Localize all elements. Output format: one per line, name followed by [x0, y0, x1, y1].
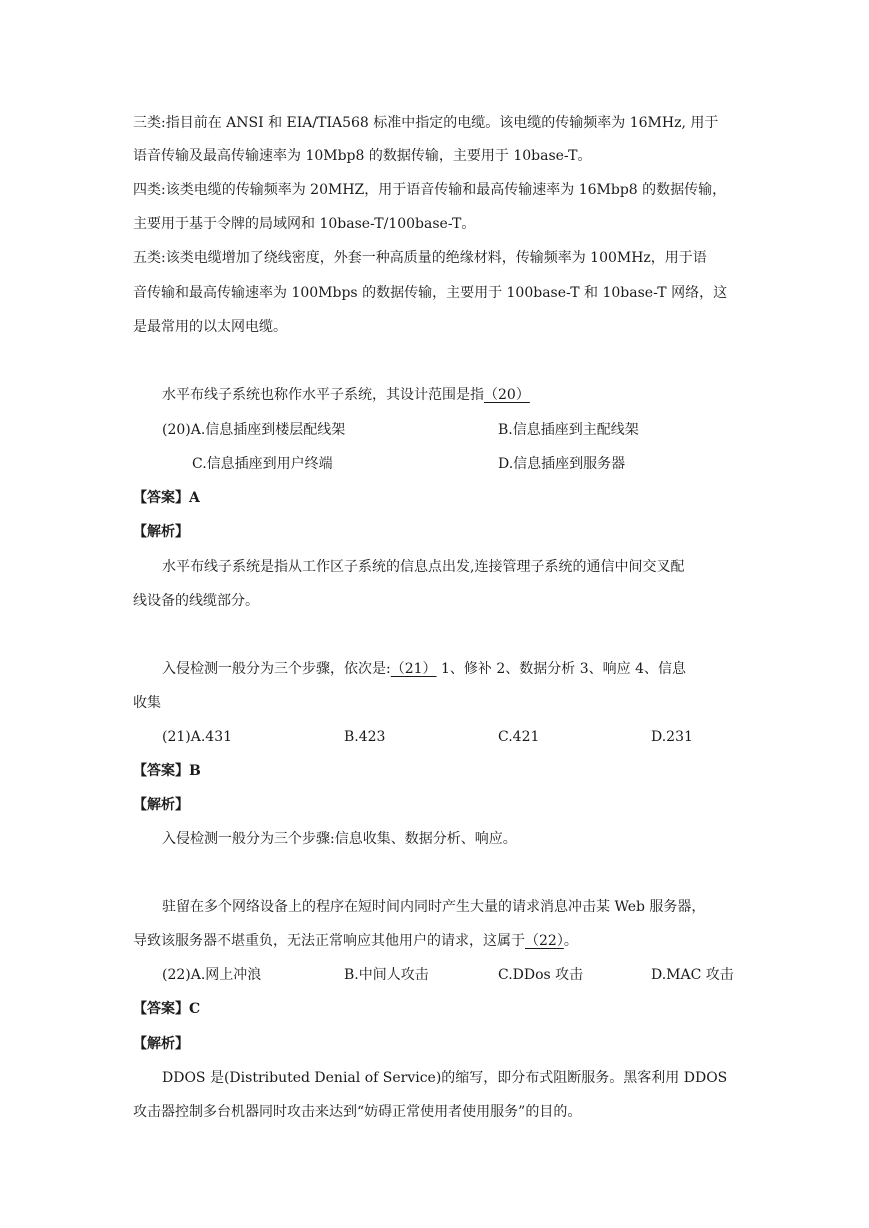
q22-option-b: B.中间人攻击	[344, 967, 429, 983]
q21-option-b: B.423	[344, 729, 386, 745]
q22-analysis-label: 【解析】	[133, 1036, 189, 1052]
intro-line-2: 语音传输及最高传输速率为 10Mbp8 的数据传输，主要用于 10base-T。	[133, 148, 592, 164]
q22-analysis-line-2: 攻击器控制多台机器同时攻击来达到“妨碍正常使用者使用服务”的目的。	[133, 1104, 582, 1120]
q22-stem-post: 。	[563, 933, 578, 949]
q21-blank: （21）	[390, 661, 437, 677]
q20-option-c: C.信息插座到用户终端	[192, 456, 333, 472]
q20-option-b: B.信息插座到主配线架	[498, 422, 639, 438]
q21-stem	[162, 659, 686, 679]
q21-answer: 【答案】B	[133, 763, 201, 779]
q22-answer: 【答案】C	[133, 1001, 201, 1017]
q22-analysis-line-1: DDOS 是(Distributed Denial of Service)的缩写，即分布式阻断服务。黑客利用 DDOS	[162, 1070, 728, 1086]
q22-blank: （22）	[525, 933, 564, 949]
q21-stem-pre: 入侵检测一般分为三个步骤，依次是:	[162, 661, 391, 677]
q20-answer: 【答案】A	[133, 490, 200, 506]
q20-option-a: (20)A.信息插座到楼层配线架	[162, 422, 346, 438]
q20-analysis-line-1: 水平布线子系统是指从工作区子系统的信息点出发,连接管理子系统的通信中间交叉配	[162, 559, 685, 575]
q21-option-c: C.421	[498, 729, 540, 745]
intro-line-5: 五类:该类电缆增加了绕线密度，外套一种高质量的绝缘材料，传输频率为 100MHz，用于语	[133, 250, 707, 266]
q20-analysis-line-2: 线设备的线缆部分。	[133, 593, 259, 609]
q22-option-a: (22)A.网上冲浪	[162, 967, 262, 983]
q20-analysis-label: 【解析】	[133, 524, 189, 540]
q21-stem-line-2: 收集	[133, 695, 161, 711]
intro-line-3: 四类:该类电缆的传输频率为 20MHZ，用于语音传输和最高传输速率为 16Mbp8 的数据传输，	[133, 182, 727, 198]
q21-analysis-label: 【解析】	[133, 797, 189, 813]
q21-option-d: D.231	[651, 729, 693, 745]
intro-line-7: 是最常用的以太网电缆。	[133, 319, 287, 335]
q20-stem-text: 水平布线子系统也称作水平子系统，其设计范围是指	[162, 387, 484, 403]
q21-option-a: (21)A.431	[162, 729, 233, 745]
q22-option-c: C.DDos 攻击	[498, 967, 584, 983]
q20-blank: （20）	[484, 387, 530, 403]
q20-option-d: D.信息插座到服务器	[498, 456, 626, 472]
q22-stem-line-2	[133, 931, 578, 951]
q22-stem-pre: 导致该服务器不堪重负，无法正常响应其他用户的请求，这属于	[133, 933, 525, 949]
q21-stem-post: 1、修补 2、数据分析 3、响应 4、信息	[436, 661, 686, 677]
q22-stem-line-1: 驻留在多个网络设备上的程序在短时间内同时产生大量的请求消息冲击某 Web 服务器，	[162, 899, 706, 915]
intro-line-6: 音传输和最高传输速率为 100Mbps 的数据传输，主要用于 100base-T 和 10base-T 网络，这	[133, 285, 728, 301]
q20-stem	[162, 385, 530, 405]
intro-line-4: 主要用于基于令牌的局域网和 10base-T/100base-T。	[133, 216, 476, 232]
q22-option-d: D.MAC 攻击	[651, 967, 734, 983]
q21-analysis-line-1: 入侵检测一般分为三个步骤:信息收集、数据分析、响应。	[162, 831, 517, 847]
intro-line-1: 三类:指目前在 ANSI 和 EIA/TIA568 标准中指定的电缆。该电缆的传输频率为 16MHz, 用于	[133, 115, 719, 131]
